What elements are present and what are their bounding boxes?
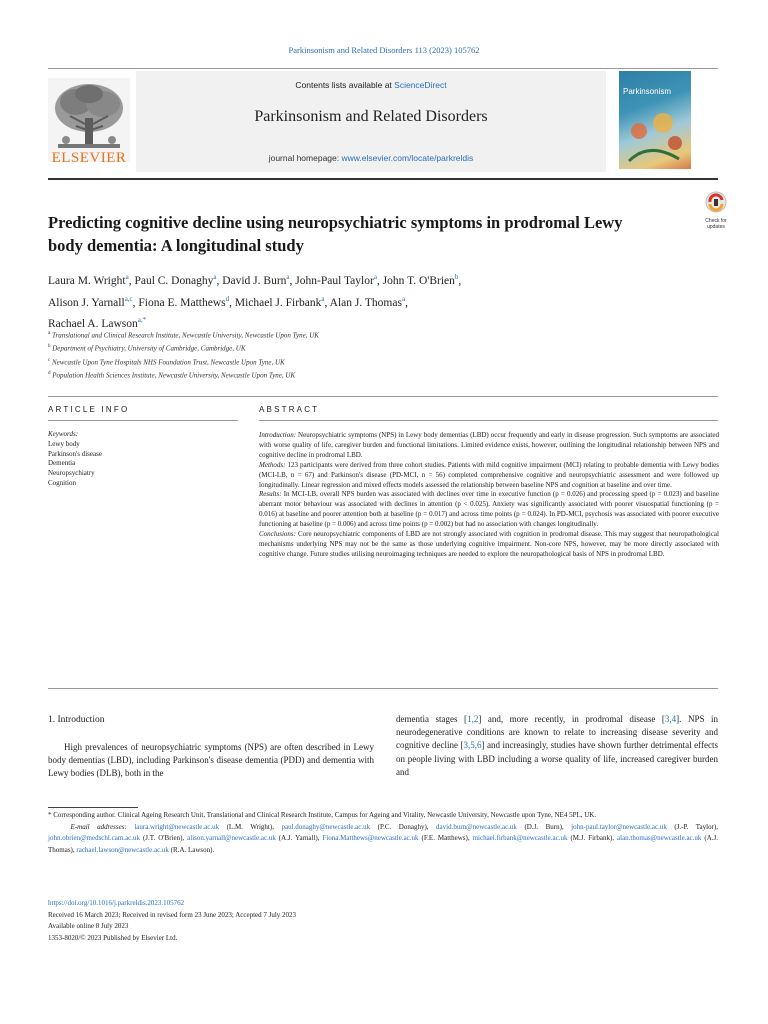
abstract-heading: ABSTRACT — [259, 405, 320, 414]
footnote-rule — [48, 807, 138, 808]
check-updates-icon — [705, 191, 727, 213]
publication-info — [48, 898, 648, 944]
email-link[interactable]: john-paul.taylor@newcastle.ac.uk — [571, 822, 667, 831]
abstract-conclusions: Conclusions: Core neuropsychiatric components of LBD are not strongly associated with cognition in prodromal disease. This may suggest that neuropathological mechanisms underlying NPS may not be the same as those underlying cognitive impairment. Non-core NPS, however, may be more directly associated with cognitive change. Future studies utilising neuroimaging techniques are needed to explore the neuropathological basis of NPS in prodromal LBD. — [259, 530, 719, 558]
reference-link[interactable]: 1,2 — [467, 714, 479, 724]
email-link[interactable]: david.burn@newcastle.ac.uk — [436, 822, 517, 831]
affiliation: $^d$ Population Health Sciences Institute, Newcastle University, Newcastle Upon Tyne, UK — [48, 370, 296, 380]
publisher-name: ELSEVIER — [51, 150, 127, 166]
homepage-link[interactable]: www.elsevier.com/locate/parkreldis — [341, 153, 474, 163]
abstract-methods: Methods: 123 participants were derived from three cohort studies. Patients with mild cognitive impairment (MCI) relating to probable dementia with Lewy bodies (MCI-LB, n = 67) and Parkinson's disease (PD-MCI, n = 56) completed comprehensive cognitive and neuropsychiatric assessment and were followed up longitudinally. Linear regression and mixed effects models assessed the relationship between baseline NPS and cognition at baseline and over time. — [259, 460, 719, 489]
email-link[interactable]: john.obrien@medschl.cam.ac.uk — [48, 834, 140, 843]
author[interactable]: David J. Burn$^a$ — [222, 273, 290, 287]
email-link[interactable]: alan.thomas@newcastle.ac.uk — [617, 834, 702, 843]
abstract-results: Results: In MCI-LB, overall NPS burden was associated with declines over time in executive function (p = 0.026) and processing speed (p = 0.023) and baseline aberrant motor behaviour was associated with declines in attention (p < 0.025). Anxiety was significantly associated with poorer visuospatial functioning (p = 0.016) at baseline and poorer attention both at baseline (p = 0.017) and across time points (p = 0.024). In PD-MCI, psychosis was associated with poorer executive functioning at baseline (p = 0.006) and across time points (p = 0.002) but had no association with changes longitudinally. — [259, 490, 719, 529]
affiliations — [48, 328, 648, 381]
abstract-bottom-rule — [48, 688, 718, 689]
corresponding-author-note: * Corresponding author. Clinical Ageing Research Unit, Translational and Clinical Research Institute, Campus for Ageing and Vitality, Newcastle University, Newcastle upon Tyne, NE4 5PL, UK. — [48, 811, 597, 819]
email-link[interactable]: paul.donaghy@newcastle.ac.uk — [281, 822, 371, 831]
keyword: Lewy body — [48, 439, 80, 448]
article-info-heading: ARTICLE INFO — [48, 405, 130, 414]
email-link[interactable]: laura.wright@newcastle.ac.uk — [134, 822, 220, 831]
journal-homepage — [136, 153, 606, 163]
journal-title: Parkinsonism and Related Disorders — [254, 108, 488, 125]
received-dates: Received 16 March 2023; Received in revised form 23 June 2023; Accepted 7 July 2023 — [48, 910, 297, 919]
footnotes — [48, 810, 718, 856]
author[interactable]: Paul C. Donaghy$^a$ — [134, 273, 217, 287]
cover-art-icon — [619, 71, 691, 169]
email-addresses: E-mail addresses: laura.wright@newcastle.ac.uk (L.M. Wright), paul.donaghy@newcastle.ac.uk (P.C. Donaghy), david.burn@newcastle.ac.uk (D.J. Burn), john-paul.taylor@newcastle.ac.uk (J.-P. Taylor), john.obrien@medschl.cam.ac.uk (J.T. O'Brien), alison.yarnall@newcastle.ac.uk (A.J. Yarnall), Fiona.Matthews@newcastle.ac.uk (F.E. Matthews), michael.firbank@newcastle.ac.uk (M.J. Firbank), alan.thomas@newcastle.ac.uk (A.J. Thomas), rachael.lawson@newcastle.ac.uk (R.A. Lawson). — [48, 822, 718, 854]
introduction-heading: 1. Introduction — [48, 715, 105, 725]
affiliation: $^c$ Newcastle Upon Tyne Hospitals NHS Foundation Trust, Newcastle Upon Tyne, UK — [48, 357, 285, 366]
author[interactable]: John T. O'Brien$^b$ — [382, 273, 459, 287]
keyword: Dementia — [48, 459, 76, 468]
author-list: Laura M. Wright$^a$, Paul C. Donaghy$^a$, David J. Burn$^a$, John-Paul Taylor$^a$, John T. O'Brien$^b$, Alison J. Yarnall$^{a,c}$, Fiona E. Matthews$^d$, Michael J. Firbank$^a$, Alan J. Thomas$^a$, Rachael A. Lawson$^{a,*}$ — [48, 273, 462, 331]
author[interactable]: Fiona E. Matthews$^d$ — [138, 294, 230, 309]
abstract-body — [259, 431, 719, 560]
keyword: Neuropsychiatry — [48, 469, 95, 478]
email-link[interactable]: michael.firbank@newcastle.ac.uk — [472, 834, 568, 843]
contents-available — [136, 80, 606, 90]
masthead-bottom-rule — [48, 178, 718, 180]
info-rule — [48, 420, 238, 421]
intro-left-column: High prevalences of neuropsychiatric symptoms (NPS) are often described in Lewy body dementias (LBD), including Parkinson's disease dementia (PDD) and dementia with Lewy bodies (DLB), both in the — [48, 742, 374, 779]
author[interactable]: Michael J. Firbank$^a$ — [234, 294, 325, 309]
author[interactable]: John-Paul Taylor$^a$ — [295, 273, 377, 287]
available-online: Available online 8 July 2023 — [48, 922, 129, 931]
info-top-rule — [48, 396, 718, 397]
check-updates-label: Check for updates — [705, 218, 727, 230]
author[interactable]: Rachael A. Lawson$^{a,*}$ — [48, 316, 147, 331]
keyword: Parkinson's disease — [48, 449, 102, 458]
affiliation: $^b$ Department of Psychiatry, University of Cambridge, Cambridge, UK — [48, 344, 246, 353]
journal-cover[interactable] — [619, 71, 691, 169]
reference-link[interactable]: 3,4 — [664, 714, 677, 724]
homepage-prefix: journal homepage: — [268, 153, 342, 163]
reference-link[interactable]: 3,5,6 — [463, 740, 482, 751]
email-link[interactable]: alison.yarnall@newcastle.ac.uk — [187, 834, 276, 843]
issn-copyright: 1353-8020/© 2023 Published by Elsevier Ltd. — [48, 933, 178, 942]
author[interactable]: Alan J. Thomas$^a$ — [329, 294, 406, 309]
affiliation: $^a$ Translational and Clinical Research Institute, Newcastle University, Newcastle Upon Tyne, UK — [48, 331, 319, 340]
keywords-label: Keywords: — [48, 430, 79, 438]
abstract-introduction: Introduction: Neuropsychiatric symptoms (NPS) in Lewy body dementias (LBD) occur frequently and early in disease progression. Such symptoms are associated with worse quality of life, caregiver burden and functional limitations. Limited evidence exists, however, outlining the longitudinal relationship between NPS and cognitive decline in prodromal LBD. — [259, 431, 719, 459]
keyword: Cognition — [48, 478, 77, 487]
email-link[interactable]: Fiona.Matthews@newcastle.ac.uk — [322, 834, 419, 843]
keywords — [48, 430, 208, 489]
masthead-top-rule — [48, 68, 718, 69]
intro-right-column: dementia stages [1,2] and, more recently, in prodromal disease [3,4]. NPS in neurodegenerative conditions are known to relate to increasing disease severity and cognitive decline [3,5,6] and increasingly, studies have shown further detrimental effects on people living with LBD including a worse quality of life, increased caregiver burden and — [396, 714, 719, 777]
sciencedirect-link[interactable]: ScienceDirect — [394, 80, 447, 90]
journal-reference[interactable]: Parkinsonism and Related Disorders 113 (2023) 105762 — [288, 45, 480, 55]
abstract-rule — [259, 420, 718, 421]
email-link[interactable]: rachael.lawson@newcastle.ac.uk — [76, 845, 169, 854]
doi-link[interactable]: https://doi.org/10.1016/j.parkreldis.2023.105762 — [48, 899, 185, 907]
check-for-updates-button[interactable] — [702, 191, 730, 230]
cover-title: Parkinsonism — [623, 87, 672, 96]
article-title: Predicting cognitive decline using neuropsychiatric symptoms in prodromal Lewy body dementia: A longitudinal study — [48, 213, 623, 255]
author[interactable]: Laura M. Wright$^a$ — [48, 273, 129, 287]
contents-prefix: Contents lists available at — [295, 80, 395, 90]
author[interactable]: Alison J. Yarnall$^{a,c}$ — [48, 294, 133, 309]
